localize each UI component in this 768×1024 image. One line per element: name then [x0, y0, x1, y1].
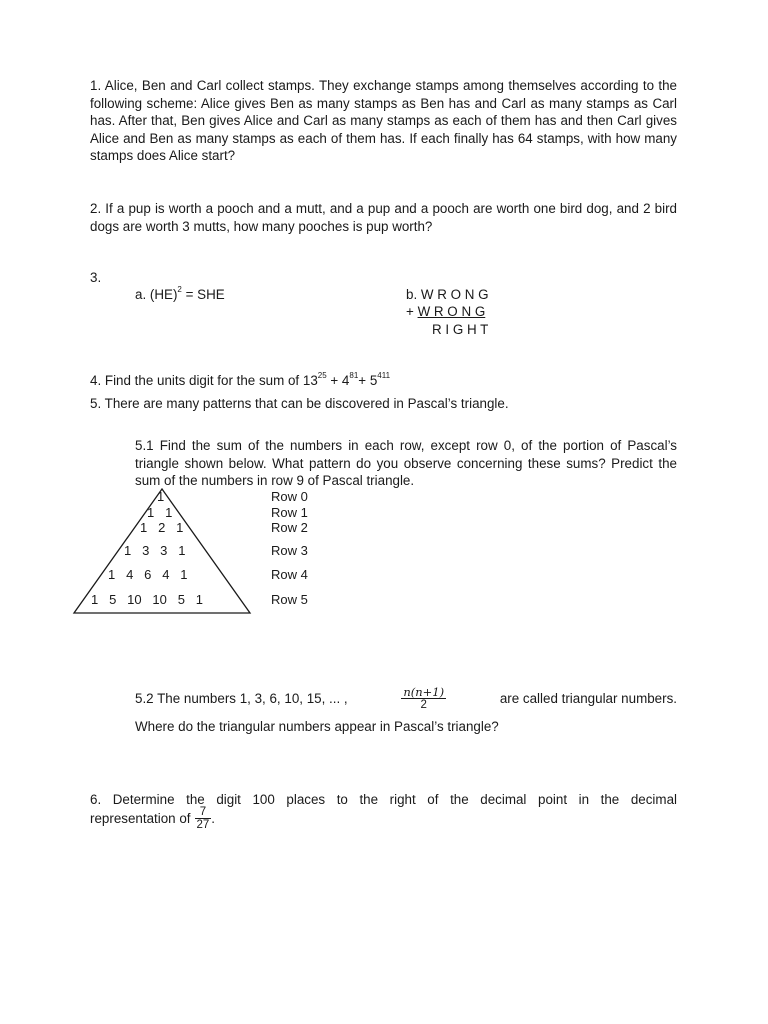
- problem-3b-word2: W R O N G: [417, 304, 486, 319]
- problem-3b-plus: +: [406, 304, 414, 319]
- row-label-1: Row 1: [271, 505, 308, 520]
- problem-3a-exponent: 2: [177, 285, 182, 294]
- pascal-row-0: 1: [157, 489, 165, 504]
- fraction-numerator: n(n+1): [403, 685, 445, 699]
- problem-3a: [135, 287, 225, 302]
- problem-6-line1: 6. Determine the digit 100 places to the right of the decimal point in the decimal: [90, 792, 677, 807]
- pascal-row-2: 1 2 1: [140, 520, 184, 535]
- problem-6-line2: [90, 806, 215, 831]
- fraction-6-numerator: 7: [195, 806, 212, 819]
- pascal-row-5: 1 5 10 10 5 1: [91, 592, 204, 607]
- problem-5-2-suffix: are called triangular numbers.: [499, 691, 677, 706]
- problem-5-2-line1: [135, 686, 677, 711]
- problem-4-text: [90, 373, 390, 388]
- triangular-number-fraction: [401, 686, 446, 711]
- row-label-0: Row 0: [271, 489, 308, 504]
- problem-5-2-prefix: 5.2 The numbers 1, 3, 6, 10, 15, ... ,: [135, 691, 348, 706]
- problem-3b-addend: [406, 304, 485, 319]
- problem-6-prefix: representation of: [90, 811, 191, 826]
- problem-3b-word1: W R O N G: [420, 287, 489, 302]
- pascal-row-3: 1 3 3 1: [124, 543, 186, 558]
- problem-4-exp2: 81: [349, 371, 359, 380]
- problem-5-text: 5. There are many patterns that can be discovered in Pascal’s triangle.: [90, 396, 509, 411]
- fraction-denominator: 2: [420, 699, 427, 711]
- row-label-3: Row 3: [271, 543, 308, 558]
- problem-4-mid2: + 5: [358, 373, 378, 388]
- problem-2-text: 2. If a pup is worth a pooch and a mutt, and a pup and a pooch are worth one bird dog, and 2 bird dogs are worth 3 mutts, how many pooches is pup worth?: [90, 201, 677, 234]
- row-label-5: Row 5: [271, 592, 308, 607]
- pascal-row-4: 1 4 6 4 1: [108, 567, 188, 582]
- row-label-4: Row 4: [271, 567, 308, 582]
- problem-5-2-line2: Where do the triangular numbers appear in Pascal’s triangle?: [135, 719, 499, 734]
- row-label-2: Row 2: [271, 520, 308, 535]
- problem-6-suffix: .: [211, 811, 216, 826]
- problem-3b-result: R I G H T: [432, 322, 489, 337]
- problem-4-mid1: + 4: [326, 373, 350, 388]
- problem-3b-label: b.: [406, 287, 418, 302]
- problem-5-1-text: 5.1 Find the sum of the numbers in each row, except row 0, of the portion of Pascal’s triangle shown below. What pattern do you observe concerning these sums? Predict the sum of the numbers in row 9 of Pascal triangle.: [135, 438, 677, 488]
- problem-1-text: 1. Alice, Ben and Carl collect stamps. They exchange stamps among themselves according to the following scheme: Alice gives Ben as many stamps as Ben has and Carl as many stamps as Carl has. After that, Ben gives Alice and Carl as many stamps as each of them has and then Carl gives Alice and Ben as many stamps as each of them has. If each finally has 64 stamps, with how many stamps does Alice start?: [90, 78, 677, 163]
- problem-4-prefix: 4. Find the units digit for the sum of 13: [90, 373, 318, 388]
- problem-4-exp1: 25: [317, 371, 327, 380]
- seven-over-twentyseven-fraction: [195, 806, 212, 831]
- problem-3a-suffix: = SHE: [181, 287, 225, 302]
- problem-4-exp3: 411: [377, 371, 391, 380]
- problem-3b: [406, 287, 489, 302]
- problem-3a-prefix: a. (HE): [135, 287, 178, 302]
- fraction-6-denominator: 27: [196, 819, 210, 831]
- pascal-row-1: 1 1: [147, 505, 173, 520]
- problem-3-number: 3.: [90, 270, 102, 285]
